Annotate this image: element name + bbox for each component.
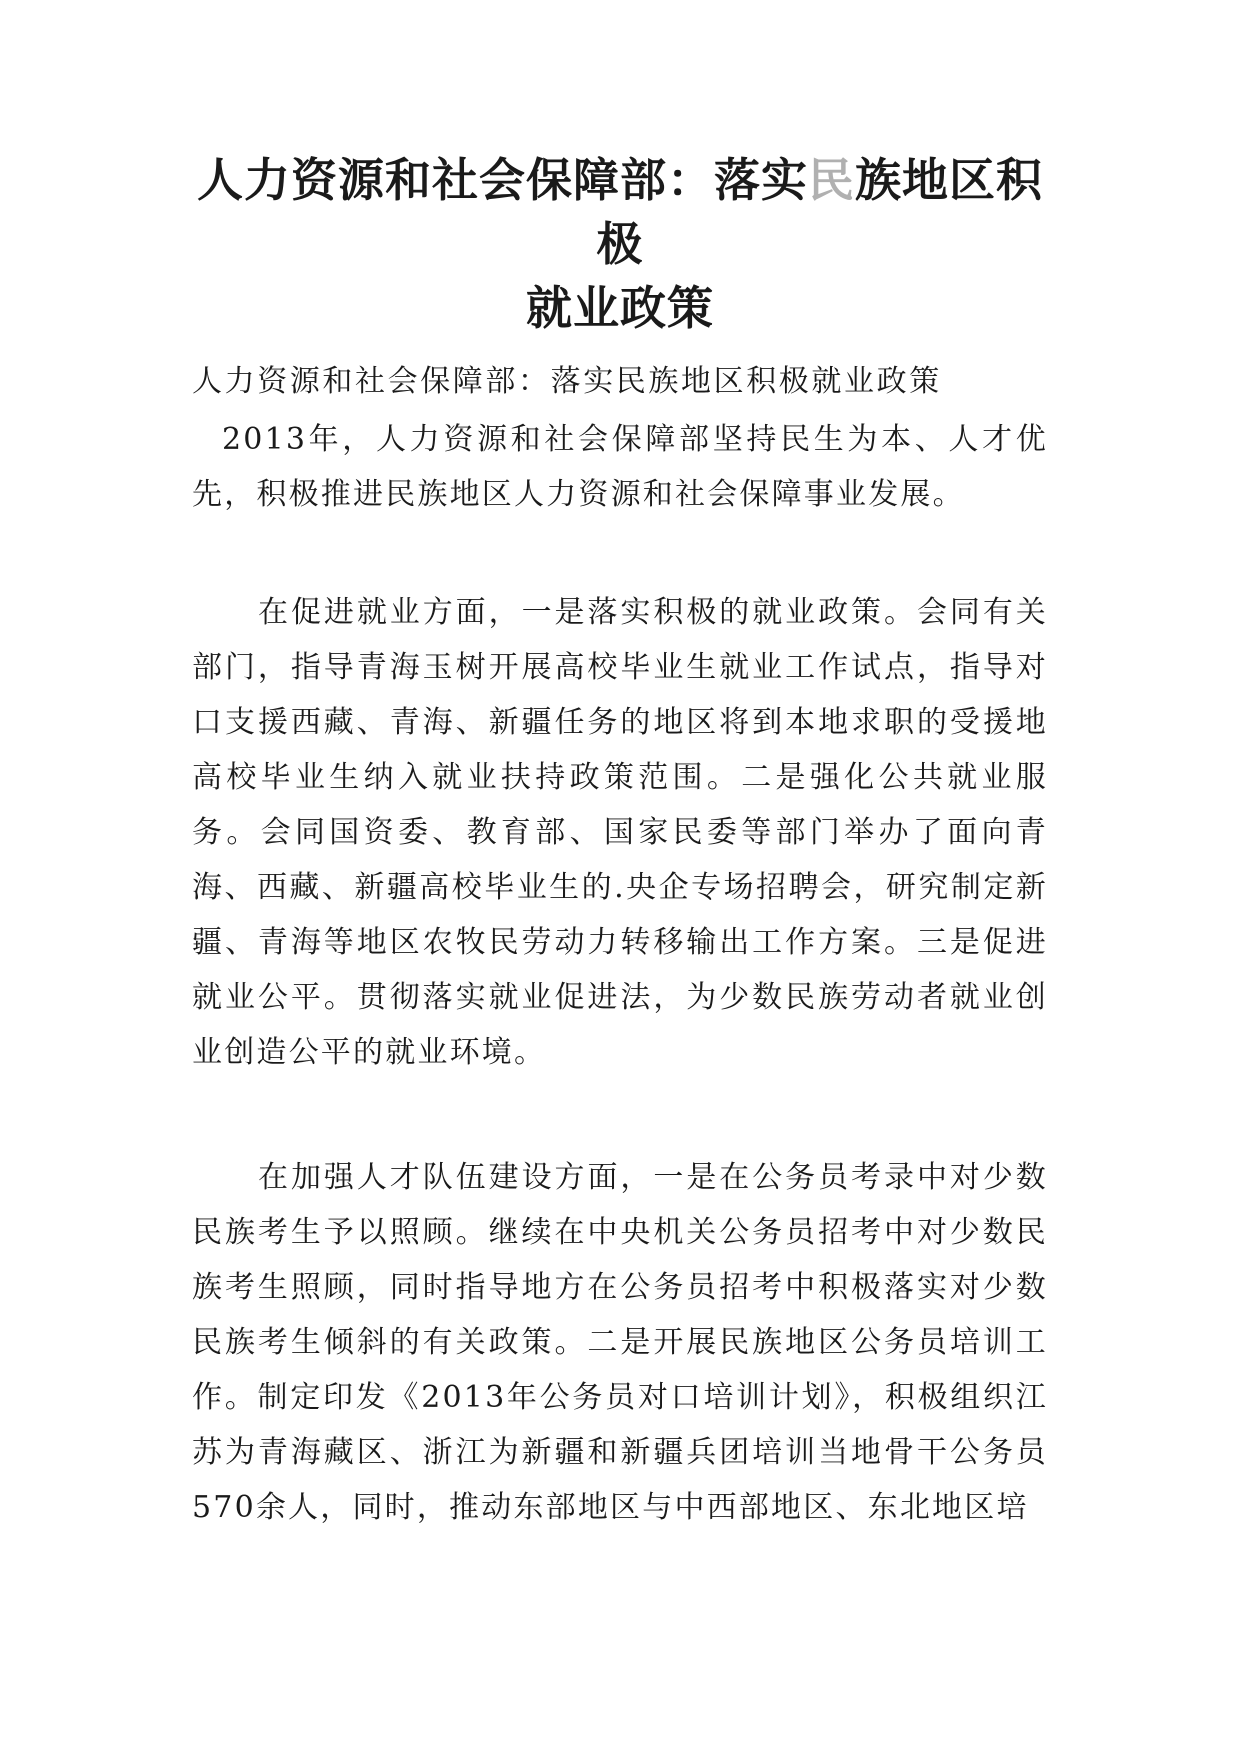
title-text-part1: 人力资源和社会保障部：落实 xyxy=(197,153,808,207)
title-highlighted-char: 民 xyxy=(808,153,855,207)
document-subtitle: 人力资源和社会保障部：落实民族地区积极就业政策 xyxy=(192,364,942,399)
paragraph-talent: 在加强人才队伍建设方面，一是在公务员考录中对少数民族考生予以照顾。继续在中央机关公务员招考中对少数民族考生照顾，同时指导地方在公务员招考中积极落实对少数民族考生倾斜的有关政策。二是开展民族地区公务员培训工作。制定印发《2013年公务员对口培训计划》，积极组织江苏为青海藏区、浙江为新疆和新疆兵团培训当地骨干公务员570余人，同时，推动东部地区与中西部地区、东北地区培 xyxy=(192,1160,1048,1525)
title-text-line2: 就业政策 xyxy=(526,281,714,335)
document-title xyxy=(180,148,1060,340)
paragraph-employment: 在促进就业方面，一是落实积极的就业政策。会同有关部门，指导青海玉树开展高校毕业生就业工作试点，指导对口支援西藏、青海、新疆任务的地区将到本地求职的受援地高校毕业生纳入就业扶持政策范围。二是强化公共就业服务。会同国资委、教育部、国家民委等部门举办了面向青海、西藏、新疆高校毕业生的.央企专场招聘会，研究制定新疆、青海等地区农牧民劳动力转移输出工作方案。三是促进就业公平。贯彻落实就业促进法，为少数民族劳动者就业创业创造公平的就业环境。 xyxy=(192,595,1048,1070)
title-text-part2: 族地区积极 xyxy=(596,153,1043,271)
intro-paragraph: 2013年，人力资源和社会保障部坚持民生为本、人才优先，积极推进民族地区人力资源和社会保障事业发展。 xyxy=(192,422,1048,512)
